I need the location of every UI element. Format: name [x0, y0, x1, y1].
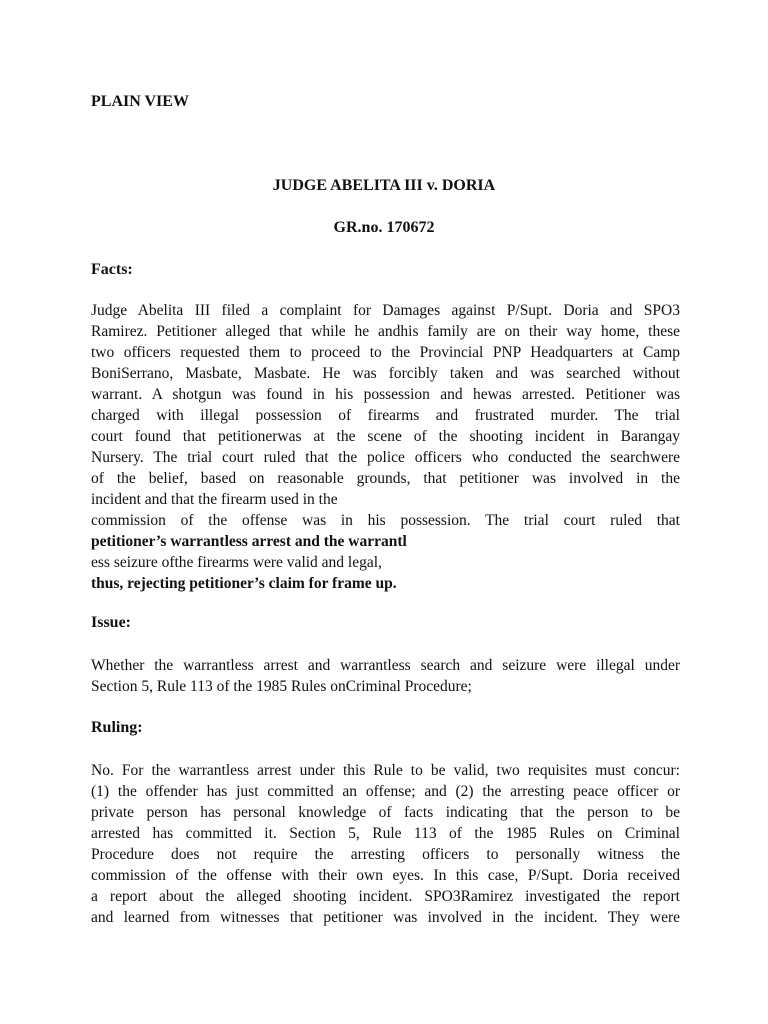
facts-line: two officers requested them to proceed to the Provincial PNP Headquarters at Camp	[91, 344, 680, 361]
facts-line: court found that petitionerwas at the scene of the shooting incident in Barangay	[91, 428, 680, 445]
facts-heading: Facts:	[91, 261, 133, 278]
issue-line: Section 5, Rule 113 of the 1985 Rules onCriminal Procedure;	[91, 678, 472, 695]
facts-line-bold: petitioner’s warrantless arrest and the warrantl	[91, 533, 407, 550]
facts-line: charged with illegal possession of firearms and frustrated murder. The trial	[91, 407, 680, 424]
ruling-line: private person has personal knowledge of facts indicating that the person to be	[91, 804, 680, 821]
facts-line-bold: thus, rejecting petitioner’s claim for frame up.	[91, 575, 397, 592]
issue-line: Whether the warrantless arrest and warrantless search and seizure were illegal under	[91, 657, 680, 674]
ruling-line: commission of the offense with their own eyes. In this case, P/Supt. Doria received	[91, 867, 680, 884]
facts-line: Ramirez. Petitioner alleged that while he andhis family are on their way home, these	[91, 323, 680, 340]
ruling-line: No. For the warrantless arrest under this Rule to be valid, two requisites must concur:	[91, 762, 680, 779]
ruling-heading: Ruling:	[91, 719, 143, 736]
ruling-line: (1) the offender has just committed an offense; and (2) the arresting peace officer or	[91, 783, 680, 800]
facts-line: incident and that the firearm used in the	[91, 491, 338, 508]
ruling-line: Procedure does not require the arresting officers to personally witness the	[91, 846, 680, 863]
facts-line: Nursery. The trial court ruled that the police officers who conducted the searchwere	[91, 449, 680, 466]
ruling-line: and learned from witnesses that petitioner was involved in the incident. They were	[91, 909, 680, 926]
case-title: JUDGE ABELITA III v. DORIA	[272, 177, 496, 194]
document-label: PLAIN VIEW	[91, 93, 189, 110]
issue-heading: Issue:	[91, 614, 132, 631]
ruling-line: arrested has committed it. Section 5, Rule 113 of the 1985 Rules on Criminal	[91, 825, 680, 842]
gr-number: GR.no. 170672	[333, 219, 435, 236]
ruling-line: a report about the alleged shooting incident. SPO3Ramirez investigated the report	[91, 888, 680, 905]
facts-line: of the belief, based on reasonable grounds, that petitioner was involved in the	[91, 470, 680, 487]
facts-line: warrant. A shotgun was found in his possession and hewas arrested. Petitioner was	[91, 386, 680, 403]
facts-line: Judge Abelita III filed a complaint for Damages against P/Supt. Doria and SPO3	[91, 302, 680, 319]
facts-line: commission of the offense was in his possession. The trial court ruled that	[91, 512, 680, 529]
facts-line: BoniSerrano, Masbate, Masbate. He was forcibly taken and was searched without	[91, 365, 680, 382]
facts-line: ess seizure ofthe firearms were valid and legal,	[91, 554, 382, 571]
